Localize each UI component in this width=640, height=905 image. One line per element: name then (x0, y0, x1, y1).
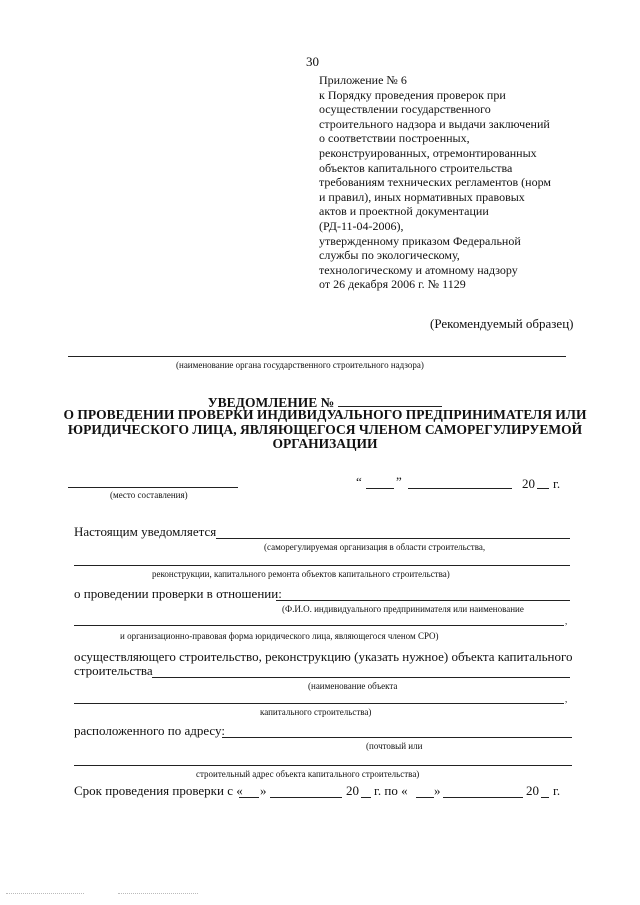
term-label: Срок проведения проверки с « (74, 783, 243, 798)
notify-caption-2: реконструкции, капитального ремонта объектов капитального строительства) (152, 569, 450, 579)
appendix-line: (РД-11-04-2006), (319, 218, 404, 233)
appendix-line: от 26 декабря 2006 г. № 1129 (319, 277, 466, 292)
inspection-comma: , (565, 616, 568, 626)
scan-artifact (118, 893, 198, 894)
notify-caption-1: (саморегулируемая организация в области строительства, (264, 542, 486, 552)
organ-name-line[interactable] (68, 356, 566, 357)
object-line1-text: осуществляющего строительство, реконструкцию (указать нужное) объекта капитального (74, 649, 573, 664)
address-caption-2: строительный адрес объекта капитального строительства) (196, 769, 420, 779)
inspection-label: о проведении проверки в отношении: (74, 586, 282, 601)
term-end: г. (553, 783, 561, 798)
appendix-line: службы по экологическому, (319, 248, 460, 263)
place-line[interactable] (68, 487, 238, 488)
appendix-line: технологическому и атомному надзору (319, 262, 518, 277)
notice-title-line3: ЮРИДИЧЕСКОГО ЛИЦА, ЯВЛЯЮЩЕГОСЯ ЧЛЕНОМ САМОРЕГУЛИРУЕМОЙ (67, 422, 583, 437)
appendix-line: о соответствии построенных, (319, 131, 470, 146)
term-mid: г. по « (374, 783, 408, 798)
term-year1-line[interactable] (361, 797, 371, 798)
inspection-line-2[interactable] (74, 625, 564, 626)
date-month-line[interactable] (408, 488, 512, 489)
date-day-line[interactable] (366, 488, 394, 489)
page-number: 30 (306, 54, 319, 69)
date-quote-open: “ (356, 474, 362, 489)
appendix-block (319, 73, 579, 292)
notice-title-line2: О ПРОВЕДЕНИИ ПРОВЕРКИ ИНДИВИДУАЛЬНОГО ПРЕДПРИНИМАТЕЛЯ ИЛИ (63, 407, 587, 422)
organ-name-caption: (наименование органа государственного строительного надзора) (176, 360, 424, 370)
object-caption-1: (наименование объекта (308, 681, 398, 691)
term-year2: 20 (526, 783, 539, 798)
appendix-line: требованиям технических регламентов (норм (319, 175, 551, 190)
inspection-line-1[interactable] (276, 600, 570, 601)
term-day1-line[interactable] (239, 797, 259, 798)
term-close2: » (434, 783, 441, 798)
appendix-line: объектов капитального строительства (319, 160, 513, 175)
appendix-line: утвержденному приказом Федеральной (319, 233, 521, 248)
date-year-line[interactable] (537, 488, 549, 489)
recommended-sample-note: (Рекомендуемый образец) (430, 316, 574, 331)
object-line-1[interactable] (152, 677, 570, 678)
notice-title-line1: УВЕДОМЛЕНИЕ № (60, 394, 590, 411)
place-caption: (место составления) (110, 490, 188, 500)
date-quote-close: ” (396, 474, 402, 489)
notice-number-blank[interactable] (338, 394, 442, 407)
inspection-caption-2: и организационно-правовая форма юридического лица, являющегося членом СРО) (120, 631, 439, 641)
notice-title-line4: ОРГАНИЗАЦИИ (272, 436, 378, 451)
address-line-1[interactable] (222, 737, 572, 738)
term-day2-line[interactable] (416, 797, 434, 798)
object-comma: , (565, 694, 568, 704)
address-caption-1: (почтовый или (366, 741, 423, 751)
appendix-line: реконструированных, отремонтированных (319, 145, 537, 160)
appendix-line: к Порядку проведения проверок при (319, 87, 506, 102)
term-month1-line[interactable] (270, 797, 342, 798)
appendix-line: осуществлении государственного (319, 102, 491, 117)
appendix-line: актов и проектной документации (319, 204, 489, 219)
object-caption-2: капитального строительства) (260, 707, 372, 717)
appendix-line: строительного надзора и выдачи заключений (319, 116, 550, 131)
term-year2-line[interactable] (541, 797, 549, 798)
notify-line-1[interactable] (216, 538, 570, 539)
address-label: расположенного по адресу: (74, 723, 225, 738)
appendix-line: и правил), иных нормативных правовых (319, 189, 525, 204)
term-month2-line[interactable] (443, 797, 523, 798)
date-year-suffix: г. (553, 476, 561, 491)
date-year-prefix: 20 (522, 476, 535, 491)
notify-line-2[interactable] (74, 565, 570, 566)
appendix-line: Приложение № 6 (319, 73, 407, 87)
scan-artifact (6, 893, 84, 894)
notify-label: Настоящим уведомляется (74, 524, 217, 539)
address-line-2[interactable] (74, 765, 572, 766)
object-line-2[interactable] (74, 703, 564, 704)
term-close1: » (260, 783, 267, 798)
term-year1: 20 (346, 783, 359, 798)
inspection-caption-1: (Ф.И.О. индивидуального предпринимателя или наименование (282, 604, 524, 614)
object-line2-text: строительства (74, 663, 153, 678)
